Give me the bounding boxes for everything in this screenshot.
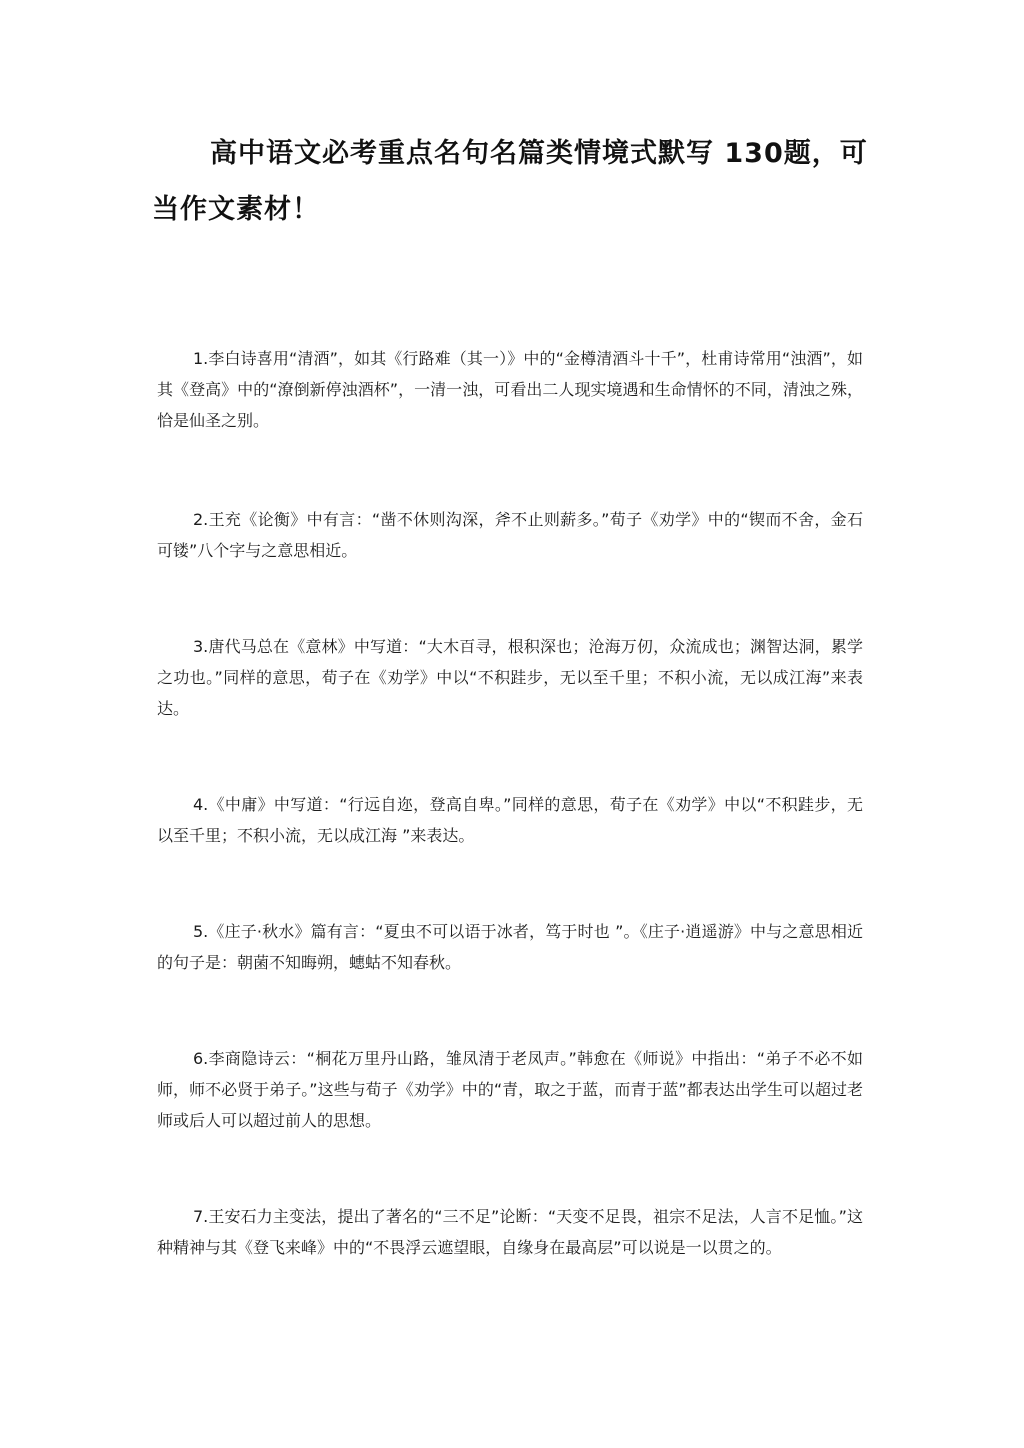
question-number: 2. [193, 510, 209, 529]
question-text: 《庄子·秋水》篇有言：“夏虫不可以语于冰者，笃于时也 ”。《庄子·逍遥游》中与之意思相近的句子是：朝菌不知晦朔，蟪蛄不知春秋。 [157, 922, 863, 972]
question-text: 王充《论衡》中有言：“凿不休则沟深，斧不止则薪多。”荀子《劝学》中的“锲而不舍，金石可镂”八个字与之意思相近。 [157, 510, 863, 560]
document-title: 高中语文必考重点名句名篇类情境式默写 130题，可当作文素材！ [152, 138, 868, 225]
question-item-2 [157, 504, 863, 566]
question-number: 4. [193, 795, 209, 814]
question-item-4 [157, 789, 863, 851]
question-number: 3. [193, 637, 209, 656]
question-number: 6. [193, 1049, 209, 1068]
question-text: 李白诗喜用“清酒”，如其《行路难（其一）》中的“金樽清酒斗十千”，杜甫诗常用“浊酒”，如其《登高》中的“潦倒新停浊酒杯”，一清一浊，可看出二人现实境遇和生命情怀的不同，清浊之殊，恰是仙圣之别。 [157, 349, 863, 430]
question-number: 1. [193, 349, 209, 368]
question-number: 7. [193, 1207, 209, 1226]
question-text: 王安石力主变法，提出了著名的“三不足”论断：“天变不足畏，祖宗不足法，人言不足恤。”这种精神与其《登飞来峰》中的“不畏浮云遮望眼，自缘身在最高层”可以说是一以贯之的。 [157, 1207, 863, 1257]
question-item-3 [157, 631, 863, 724]
question-item-5 [157, 916, 863, 978]
question-item-6 [157, 1043, 863, 1136]
question-text: 唐代马总在《意林》中写道：“大木百寻，根积深也；沧海万仞，众流成也；渊智达洞，累学之功也。”同样的意思，荀子在《劝学》中以“不积跬步，无以至千里；不积小流，无以成江海”来表达。 [157, 637, 863, 718]
question-text: 《中庸》中写道：“行远自迩，登高自卑。”同样的意思，荀子在《劝学》中以“不积跬步，无以至千里；不积小流，无以成江海 ”来表达。 [157, 795, 863, 845]
question-number: 5. [193, 922, 209, 941]
question-item-7 [157, 1201, 863, 1263]
question-item-1 [157, 343, 863, 436]
question-text: 李商隐诗云：“桐花万里丹山路，雏凤清于老凤声。”韩愈在《师说》中指出：“弟子不必不如师，师不必贤于弟子。”这些与荀子《劝学》中的“青，取之于蓝，而青于蓝”都表达出学生可以超过老师或后人可以超过前人的思想。 [157, 1049, 863, 1130]
